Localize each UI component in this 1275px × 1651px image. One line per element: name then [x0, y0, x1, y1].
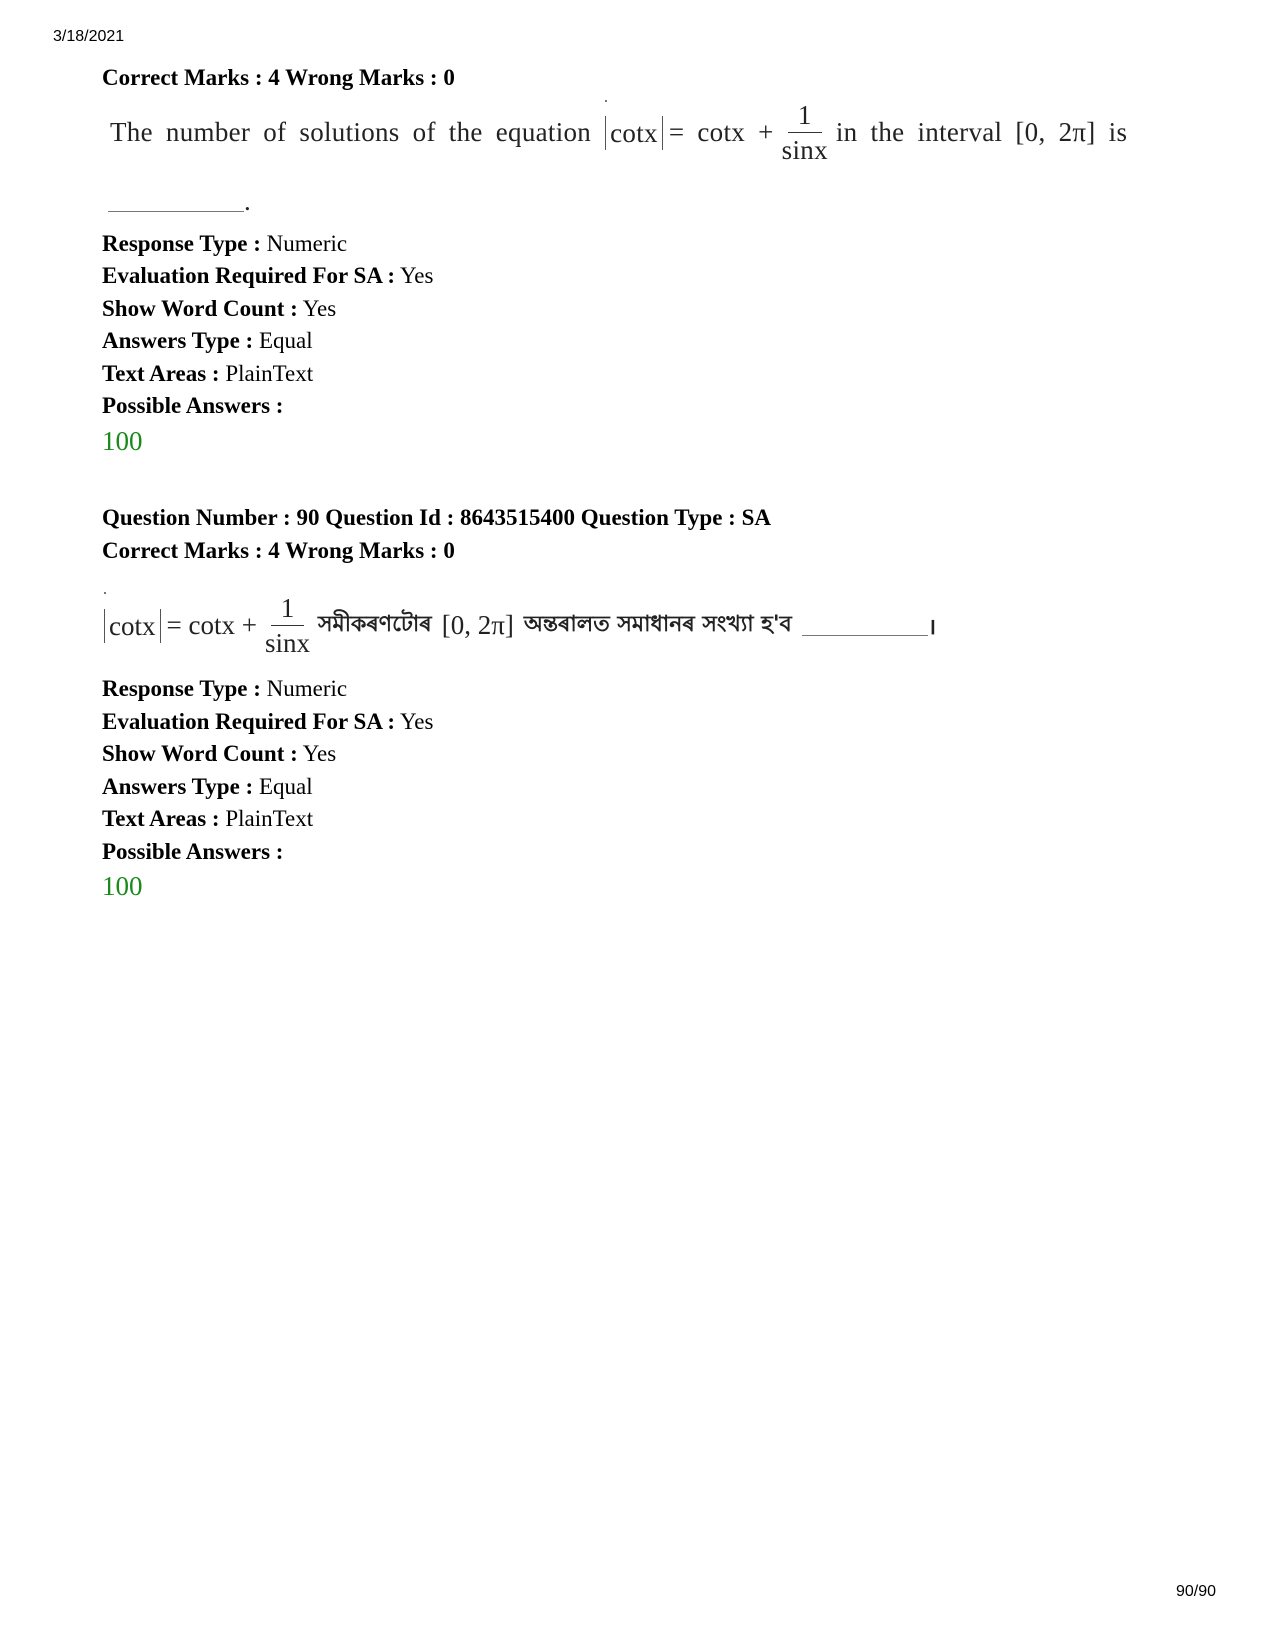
field-label: Text Areas : [102, 806, 220, 831]
q90-fraction-numerator: 1 [271, 593, 305, 626]
field-value: Yes [302, 296, 337, 321]
q89-question-suffix: in the interval [0, 2π] is [835, 117, 1128, 147]
field-label: Response Type : [102, 231, 261, 256]
page-number: 90/90 [1176, 1583, 1217, 1600]
field-value: PlainText [225, 806, 314, 831]
q89-marks: Correct Marks : 4 Wrong Marks : 0 [102, 65, 455, 90]
q89-fraction-denominator: sinx [781, 135, 828, 165]
field-label: Possible Answers : [102, 393, 284, 418]
field-label: Text Areas : [102, 361, 220, 386]
q89-abs-expression: cotx [605, 116, 663, 150]
field-label: Evaluation Required For SA : [102, 709, 396, 734]
q89-answer-blank [108, 186, 251, 217]
q90-marks: Correct Marks : 4 Wrong Marks : 0 [102, 538, 455, 563]
field-label: Response Type : [102, 676, 261, 701]
field-label: Evaluation Required For SA : [102, 263, 396, 288]
field-label: Show Word Count : [102, 296, 298, 321]
print-date: 3/18/2021 [53, 28, 125, 45]
q90-text-areas [102, 805, 313, 833]
field-value: Yes [302, 741, 337, 766]
q90-fraction [265, 593, 310, 658]
field-label: Answers Type : [102, 774, 254, 799]
q90-equation-middle: = cotx + [166, 610, 257, 640]
field-label: Show Word Count : [102, 741, 298, 766]
blank-line [108, 191, 244, 212]
q90-fraction-denominator: sinx [264, 628, 310, 658]
q90-abs-expression: cotx [104, 609, 161, 643]
q89-fraction-numerator: 1 [788, 100, 822, 133]
field-label: Answers Type : [102, 328, 254, 353]
q89-answers-type [102, 327, 313, 355]
q90-possible-answers [102, 838, 283, 866]
field-value: Numeric [266, 676, 348, 701]
blank-line [802, 615, 928, 636]
q89-possible-answers [102, 392, 283, 420]
field-value: Yes [400, 263, 434, 288]
q90-question-image [104, 593, 936, 658]
q90-end-mark: । [927, 614, 937, 640]
q89-question-image [110, 100, 1127, 165]
q90-answer-value: 100 [102, 871, 143, 901]
q90-interval: [0, 2π] [441, 610, 514, 640]
q90-show-word-count [102, 740, 336, 768]
q90-header: Question Number : 90 Question Id : 8643515400 Question Type : SA [102, 505, 771, 530]
q90-answers-type [102, 773, 313, 801]
field-label: Possible Answers : [102, 839, 284, 864]
q89-response-type [102, 230, 347, 258]
q89-text-areas [102, 360, 313, 388]
field-value: Numeric [266, 231, 348, 256]
q89-show-word-count [102, 295, 336, 323]
q90-evaluation-required [102, 708, 433, 736]
q89-question-prefix: The number of solutions of the equation [110, 117, 592, 147]
q89-evaluation-required [102, 262, 433, 290]
q89-equation-middle: = cotx + [668, 117, 774, 147]
q89-fraction [782, 100, 828, 165]
field-value: PlainText [225, 361, 314, 386]
q90-assamese-text-1: সমীকৰণটোৰ [317, 612, 432, 637]
field-value: Yes [400, 709, 434, 734]
field-value: Equal [258, 328, 313, 353]
q90-assamese-text-2: অন্তৰালত সমাধানৰ সংখ্যা হ'ব [523, 612, 792, 637]
q90-response-type [102, 675, 347, 703]
q89-answer-value: 100 [102, 426, 143, 456]
field-value: Equal [258, 774, 313, 799]
stray-dot-mark [605, 100, 607, 102]
q89-blank-period: . [244, 186, 251, 216]
